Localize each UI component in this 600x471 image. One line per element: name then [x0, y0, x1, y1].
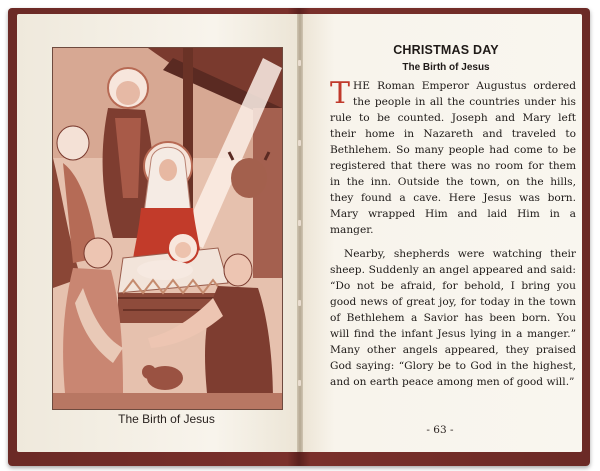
chapter-heading: CHRISTMAS DAY	[393, 43, 499, 57]
paragraph-1	[330, 78, 576, 238]
story-text	[330, 78, 576, 390]
binding-stitch	[298, 380, 301, 386]
page-number: - 63 -	[426, 424, 454, 436]
chapter-subheading: The Birth of Jesus	[402, 62, 490, 73]
binding-stitch	[298, 60, 301, 66]
paragraph-2: Nearby, shepherds were watching their sheep. Suddenly an angel appeared and said: “Do not be afraid, for behold, I bring you good news of great joy, for today in the town of Bethlehem a Savior has been born. You will find the infant Jesus lying in a manger.” Many other angels appeared, they praised God saying: “Glory be to God in the highest, and on earth peace among men of good will.”	[330, 248, 576, 388]
drop-cap: T	[330, 76, 351, 111]
paragraph-1-text: HE Roman Emperor Augustus ordered the people in all the countries under his rule to be counted. Joseph and Mary left their home in Nazareth and traveled to Bethlehem. So many people had come to be registered that there was no room for them in the inn. Outside the town, on the hills, they found a cave. Here Jesus was born. Mary wrapped Him and laid Him in a manger.	[330, 80, 576, 236]
illustration-caption: The Birth of Jesus	[118, 412, 215, 426]
nativity-illustration	[52, 47, 283, 410]
book-gutter	[297, 14, 303, 452]
binding-stitch	[298, 300, 301, 306]
binding-stitch	[298, 220, 301, 226]
binding-stitch	[298, 140, 301, 146]
